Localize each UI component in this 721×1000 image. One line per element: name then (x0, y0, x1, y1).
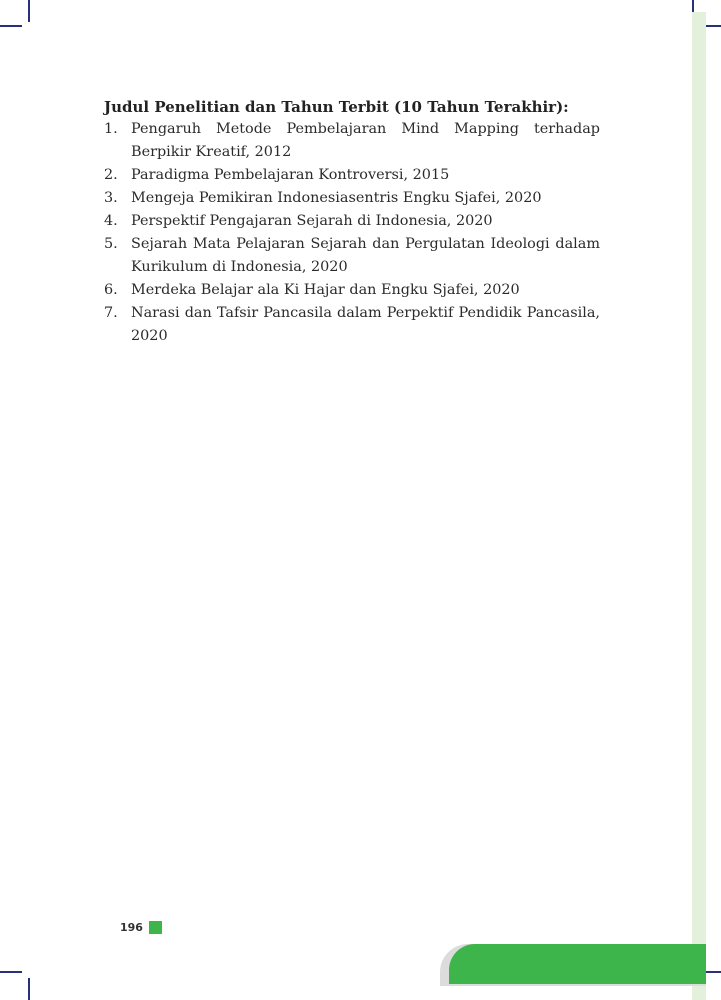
list-item-text: Merdeka Belajar ala Ki Hajar dan Engku Sjafei, 2020 (131, 282, 520, 298)
list-item-number: 2. (104, 167, 118, 183)
list-item-text: Pengaruh Metode Pembelajaran Mind Mapping terhadap Berpikir Kreatif, 2012 (131, 121, 600, 160)
list-item (104, 187, 600, 210)
list-item-text: Paradigma Pembelajaran Kontroversi, 2015 (131, 167, 450, 183)
list-item (104, 233, 600, 279)
list-item-number: 3. (104, 190, 118, 206)
crop-mark-top-left-horizontal (0, 25, 22, 27)
list-item (104, 279, 600, 302)
section-heading: Judul Penelitian dan Tahun Terbit (10 Tahun Terakhir): (104, 98, 569, 116)
list-item-number: 4. (104, 213, 118, 229)
page-edge-strip (692, 12, 706, 1000)
list-item-text: Narasi dan Tafsir Pancasila dalam Perpektif Pendidik Pancasila, 2020 (131, 305, 600, 344)
list-item-text: Mengeja Pemikiran Indonesiasentris Engku Sjafei, 2020 (131, 190, 542, 206)
list-item-number: 7. (104, 305, 118, 321)
crop-mark-bottom-left-vertical (28, 978, 30, 1000)
list-item (104, 210, 600, 233)
crop-mark-top-left-vertical (28, 0, 30, 22)
list-item-number: 5. (104, 236, 118, 252)
research-list-section (104, 96, 600, 348)
footer-tab (449, 944, 706, 984)
page-number-marker (149, 921, 162, 934)
crop-mark-bottom-left-horizontal (0, 971, 22, 973)
list-item (104, 118, 600, 164)
list-item-text: Perspektif Pengajaran Sejarah di Indonesia, 2020 (131, 213, 493, 229)
list-item (104, 302, 600, 348)
list-item-number: 1. (104, 121, 118, 137)
page-number: 196 (120, 921, 143, 934)
list-item-number: 6. (104, 282, 118, 298)
list-item (104, 164, 600, 187)
research-list (104, 118, 600, 348)
list-item-text: Sejarah Mata Pelajaran Sejarah dan Pergulatan Ideologi dalam Kurikulum di Indonesia, 2020 (131, 236, 600, 275)
